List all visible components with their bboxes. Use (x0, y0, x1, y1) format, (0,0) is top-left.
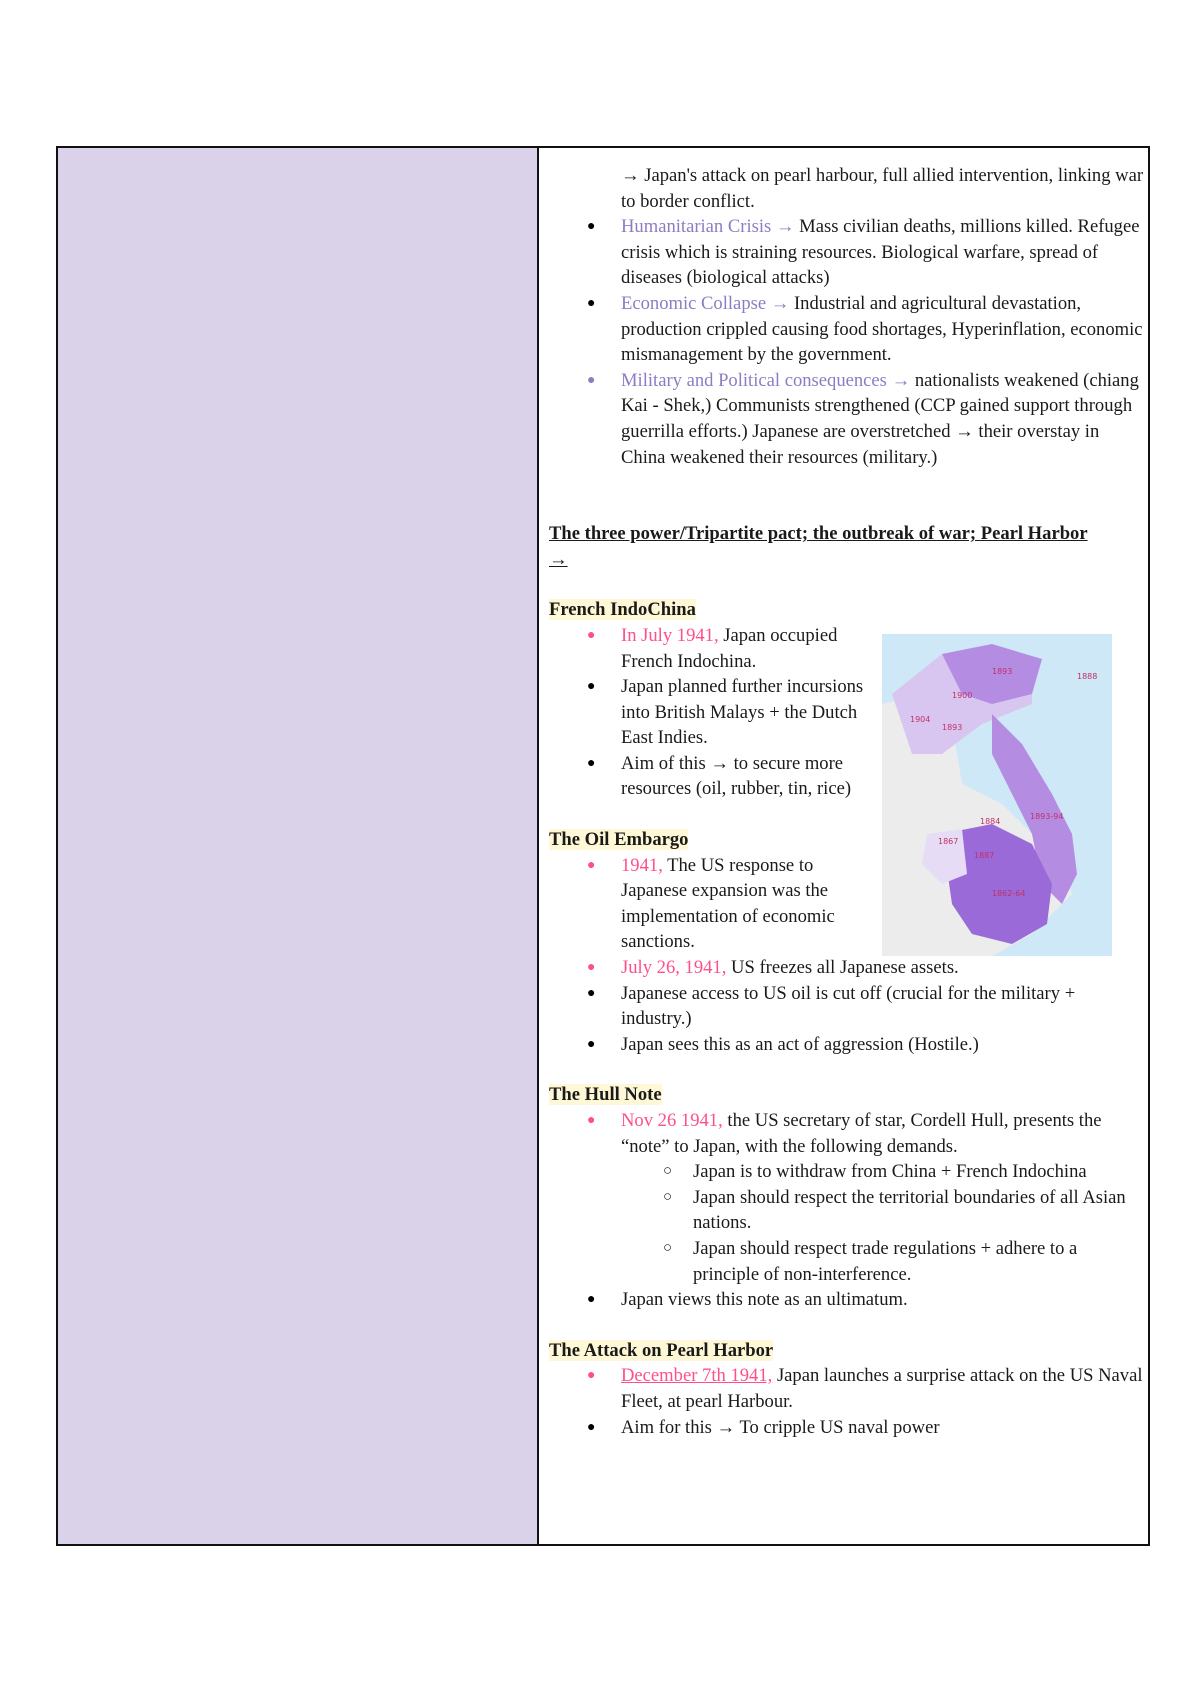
item-text: Japan sees this as an act of aggression (Hostile.) (621, 1033, 979, 1055)
continuation-text: → Japan's attack on pearl harbour, full allied intervention, linking war to border conflict. (621, 165, 1144, 212)
bullet-icon: ● (587, 857, 596, 873)
item-text: Aim of this → to secure more resources (oil, rubber, tin, rice) (621, 752, 852, 800)
bullet-icon: ● (587, 1292, 596, 1308)
list-item (587, 1032, 1148, 1058)
list-item (587, 1363, 1148, 1414)
item-text: Japan planned further incursions into British Malays + the Dutch East Indies. (621, 676, 864, 749)
circle-bullet-icon: ○ (663, 1188, 673, 1205)
item-text: Japan views this note as an ultimatum. (621, 1289, 908, 1311)
consequence-list (549, 148, 1148, 470)
consequence-title: Economic Collapse → (621, 292, 790, 314)
list-item (587, 751, 871, 802)
consequence-title: Military and Political consequences → (621, 369, 911, 391)
section-title: The three power/Tripartite pact; the outbreak of war; Pearl Harbor → (549, 523, 1088, 570)
list-item (663, 1185, 1148, 1236)
map-label: 1893 (992, 667, 1013, 676)
list-item (587, 1287, 1148, 1313)
bullet-icon: ● (587, 219, 596, 235)
list-item (587, 853, 871, 955)
consequence-text: Mass civilian deaths, millions killed. Refugee crisis which is straining resources. Biological warfare, spread of diseases (biological attacks) (621, 216, 1140, 289)
demands-list (621, 1159, 1148, 1287)
item-text: the US secretary of star, Cordell Hull, presents the “note” to Japan, with the following demands. (621, 1110, 1102, 1157)
list-item (587, 955, 1148, 981)
left-column (58, 148, 539, 1544)
indochina-list (549, 623, 871, 802)
bullet-icon: ● (587, 1419, 596, 1435)
map-label: 1900 (952, 691, 973, 700)
list-item (663, 1159, 1148, 1185)
item-text: The US response to Japanese expansion was the implementation of economic sanctions. (621, 854, 835, 953)
list-item (587, 981, 1148, 1032)
date-text: In July 1941, (621, 624, 719, 646)
map-label: 1893 (942, 723, 963, 732)
bullet-icon: ● (587, 1113, 596, 1128)
bullet-icon: ● (587, 372, 596, 388)
bullet-icon: ● (587, 960, 596, 976)
demand-text: Japan should respect the territorial boundaries of all Asian nations. (693, 1186, 1126, 1234)
hull-heading: The Hull Note (549, 1084, 662, 1106)
demand-text: Japan is to withdraw from China + French Indochina (693, 1161, 1087, 1183)
date-text: Nov 26 1941, (621, 1110, 723, 1131)
map-label: 1893-94 (1030, 812, 1064, 821)
bullet-icon: ● (587, 1368, 596, 1384)
list-item (663, 1236, 1148, 1287)
bullet-icon: ● (587, 295, 596, 311)
list-item (587, 623, 871, 674)
list-item (587, 1415, 1148, 1441)
map-label: 1887 (974, 851, 995, 860)
map-svg (882, 634, 1112, 956)
circle-bullet-icon: ○ (663, 1163, 673, 1180)
consequence-text: Industrial and agricultural devastation, production crippled causing food shortages, Hyperinflation, economic mismanagement by the government. (621, 292, 1143, 366)
map-label: 1888 (1077, 672, 1098, 681)
map-label: 1867 (938, 837, 959, 846)
list-item (587, 1108, 1148, 1287)
pearl-heading: The Attack on Pearl Harbor (549, 1339, 774, 1361)
item-text: US freezes all Japanese assets. (726, 957, 959, 979)
item-text: Japan occupied French Indochina. (621, 624, 838, 672)
bullet-icon: ● (587, 679, 596, 695)
pearl-list (549, 1363, 1148, 1440)
right-column (539, 148, 1148, 1544)
item-text: Aim for this → To cripple US naval power (621, 1416, 940, 1438)
list-item (587, 368, 1148, 470)
bullet-icon: ● (587, 627, 596, 643)
list-item (587, 674, 871, 751)
map-label: 1862-64 (992, 889, 1026, 898)
notes-table (56, 146, 1150, 1546)
list-item (621, 163, 1148, 214)
item-text: Japan launches a surprise attack on the US Naval Fleet, at pearl Harbour. (621, 1365, 1143, 1412)
consequence-text: nationalists weakened (chiang Kai - Shek,) Communists strengthened (CCP gained support through guerrilla efforts.) Japanese are overstretched → their overstay in China weakened their resources (military.) (621, 369, 1139, 468)
embargo-heading: The Oil Embargo (549, 829, 689, 851)
circle-bullet-icon: ○ (663, 1239, 673, 1256)
bullet-icon: ● (587, 1036, 596, 1052)
bullet-icon: ● (587, 755, 596, 771)
item-text: Japanese access to US oil is cut off (crucial for the military + industry.) (621, 982, 1076, 1030)
demand-text: Japan should respect trade regulations + adhere to a principle of non-interference. (693, 1237, 1078, 1285)
consequence-title: Humanitarian Crisis → (621, 216, 795, 238)
list-item (587, 291, 1148, 368)
indochina-heading: French IndoChina (549, 599, 696, 621)
map-label: 1904 (910, 715, 931, 724)
list-item (587, 214, 1148, 291)
bullet-icon: ● (587, 985, 596, 1001)
indochina-map-image (882, 634, 1112, 956)
date-text: December 7th 1941, (621, 1365, 773, 1387)
date-text: 1941, (621, 854, 663, 876)
map-label: 1884 (980, 817, 1001, 826)
date-text: July 26, 1941, (621, 957, 727, 979)
hull-list (549, 1108, 1148, 1313)
